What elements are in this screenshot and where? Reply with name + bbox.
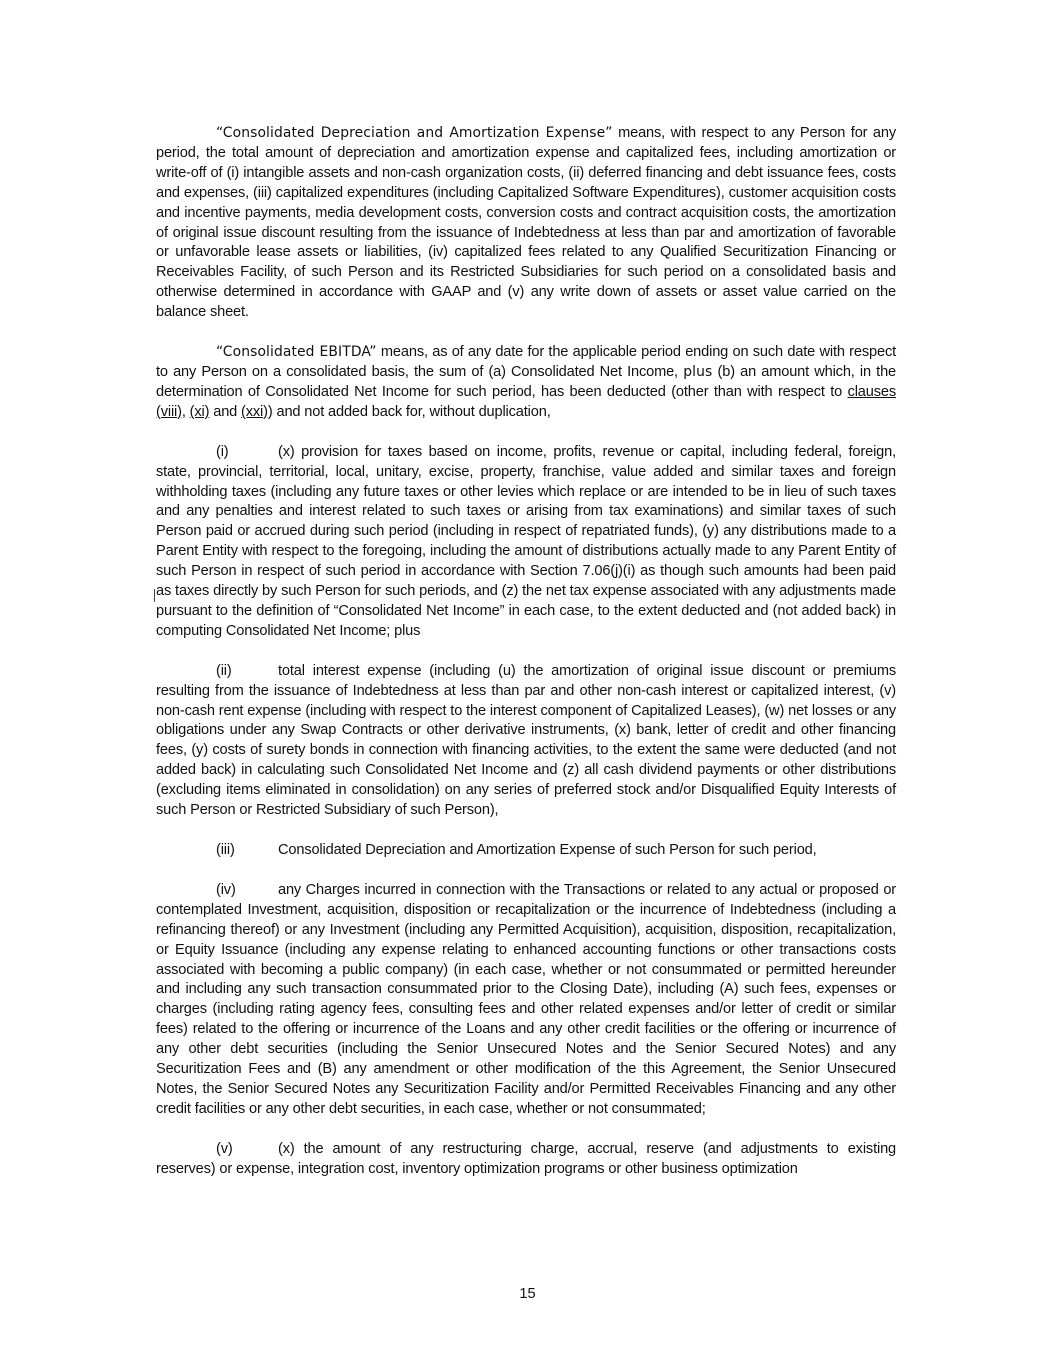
revision-bar	[154, 589, 155, 602]
definition-text: ) and not added back for, without duplication,	[267, 403, 551, 420]
defined-term: “Consolidated Depreciation and Amortization Expense”	[216, 125, 613, 141]
list-item	[156, 662, 896, 821]
definition-text: means, as of any date for the applicable period ending on such date with respect to any Person on a consolidated basis, the sum of (a) Consolidated Net Income,	[156, 344, 896, 380]
clause-reference: clauses (viii)	[156, 383, 896, 420]
item-text: Consolidated Depreciation and Amortization Expense of such Person for such period,	[278, 842, 817, 858]
clause-reference: (xi)	[189, 403, 210, 420]
item-text: (x) provision for taxes based on income, profits, revenue or capital, including federal, foreign, state, provincial, territorial, local, unitary, excise, property, franchise, value added and similar taxes and foreign withholding taxes (including any future taxes or other levies which replace or are intended to be in lieu of such taxes and any penalties and interest related to such taxes or arising from tax examinations) and similar taxes of such Person paid or accrued during such period (including in respect of repatriated funds), (y) any distributions made to a Parent Entity with respect to the foregoing, including the amount of distributions actually made to any Parent Entity of such Person in respect of such period in accordance with Section 7.06(j)(i) as though such amounts had been paid as taxes directly by such Person for such periods, and (z) the net tax expense associated with any adjustments made pursuant to the definition of “Consolidated Net Income” in each case, to the extent deducted and (not added back) in computing Consolidated Net Income; plus	[156, 443, 896, 639]
plus-word: plus	[683, 363, 713, 380]
list-item	[156, 1140, 896, 1180]
list-item	[156, 881, 896, 1120]
page-number: 15	[519, 1286, 536, 1302]
item-number: (i)	[216, 443, 229, 460]
item-text: any Charges incurred in connection with the Transactions or related to any actual or proposed or contemplated Investment, acquisition, disposition or recapitalization or the incurrence of Indebtedness (including a refinancing thereof) or any Investment (including any Permitted Acquisition), acquisition, disposition, recapitalization, or Equity Issuance (including any expense relating to enhanced accounting functions or other transactions costs associated with becoming a public company) (in each case, whether or not consummated or permitted hereunder and including any such transaction consummated prior to the Closing Date), including (A) such fees, expenses or charges (including rating agency fees, consulting fees and other related expenses and/or letter of credit or similar fees) related to the offering or incurrence of the Loans and any other credit facilities or the offering or incurrence of any other debt securities (including the Senior Unsecured Notes and the Senior Secured Notes) and any Securitization Fees and (B) any amendment or other modification of the this Agreement, the Senior Unsecured Notes, the Senior Secured Notes any Securitization Facility and/or Permitted Receivables Financing and any other credit facilities or any other debt securities, in each case, whether or not consummated;	[156, 881, 896, 1117]
definition-ebitda	[156, 343, 896, 423]
defined-term: “Consolidated EBITDA”	[216, 344, 377, 361]
definition-depreciation	[156, 124, 896, 323]
item-number: (iv)	[216, 881, 236, 898]
item-text: (x) the amount of any restructuring charge, accrual, reserve (and adjustments to existing reserves) or expense, integration cost, inventory optimization programs or other business optimization	[156, 1140, 896, 1177]
definition-text: means, with respect to any Person for any period, the total amount of depreciation and amortization expense and capitalized fees, including amortization or write-off of (i) intangible assets and non-cash organization costs, (ii) deferred financing and debt issuance fees, costs and expenses, (iii) capitalized expenditures (including Capitalized Software Expenditures), customer acquisition costs and incentive payments, media development costs, conversion costs and contract acquisition costs, the amortization of original issue discount resulting from the issuance of Indebtedness at less than par and amortization of favorable or unfavorable lease assets or liabilities, (iv) capitalized fees related to any Qualified Securitization Financing or Receivables Facility, of such Person and its Restricted Subsidiaries for such period on a consolidated basis and otherwise determined in accordance with GAAP and (v) any write down of assets or asset value carried on the balance sheet.	[156, 125, 896, 321]
item-number: (v)	[216, 1140, 233, 1157]
clause-reference: (xxi)	[241, 403, 268, 420]
list-item	[156, 443, 896, 642]
definition-text: (b) an amount which, in the determination of Consolidated Net Income for such period, has been deducted (other than with respect to	[156, 363, 897, 400]
item-number: (iii)	[216, 842, 235, 858]
separator: ,	[181, 403, 190, 420]
item-text: total interest expense (including (u) the amortization of original issue discount or premiums resulting from the issuance of Indebtedness at less than par and other non-cash interest or capitalized interest, (v) non-cash rent expense (including with respect to the interest component of Capitalized Leases), (w) net losses or any obligations under any Swap Contracts or other derivative instruments, (x) bank, letter of credit and other financing fees, (y) costs of surety bonds in connection with financing activities, to the extent the same were deducted (and not added back) in calculating such Consolidated Net Income and (z) all cash dividend payments or other distributions (excluding items eliminated in consolidation) on any series of preferred stock and/or Disqualified Equity Interests of such Person or Restricted Subsidiary of such Person),	[156, 662, 896, 819]
separator: and	[209, 403, 242, 420]
item-number: (ii)	[216, 662, 232, 679]
list-item	[156, 841, 896, 861]
document-body	[156, 124, 896, 1200]
